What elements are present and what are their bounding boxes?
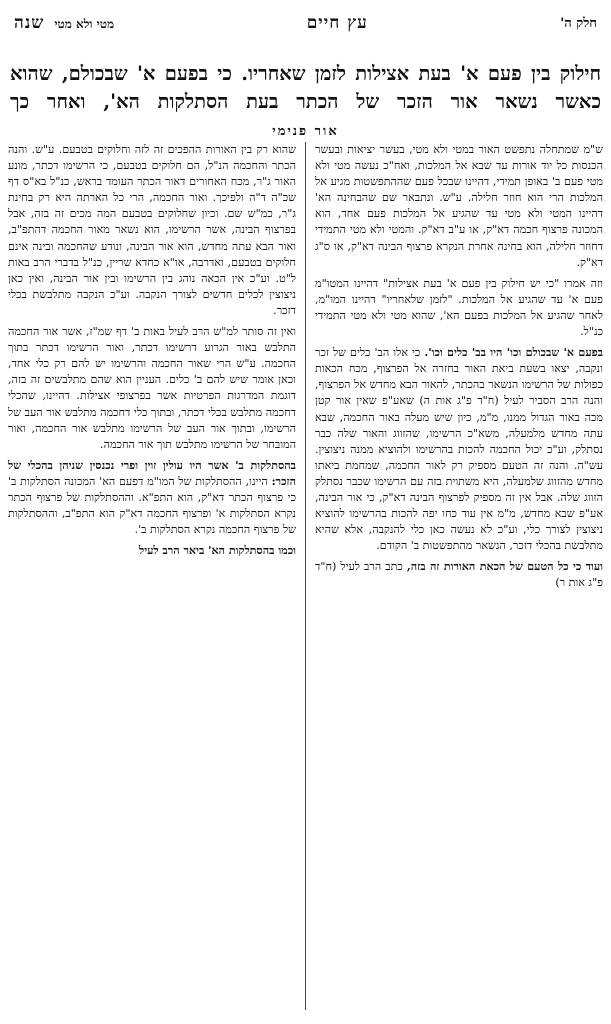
paragraph xyxy=(315,345,603,554)
topic-group xyxy=(14,13,114,33)
volume-label: חלק ה' xyxy=(560,16,597,31)
paragraph xyxy=(8,142,296,319)
paragraph-text: היינו, ההסתלקות של המו"מ דפעם הא' המכונה הסתלקות ב' כי פרצוף הכתר דא"ק, הוא התפ"א. וההסתלקות של פרצוף הכתר נקרא הסתלקות א' ופרצוף החכמה דא"ק הוא התפ"ב, וההסתלקות של פרצוף החכמה נקרא הסתלקות ב'. xyxy=(8,474,296,537)
right-column xyxy=(315,142,603,597)
section-name: שנה xyxy=(14,13,45,33)
running-header xyxy=(14,10,597,36)
commentary-title: אור פנימי xyxy=(272,124,339,139)
main-text-headline: חילוק בין פעם א' בעת אצילות לזמן שאחריו. כי בפעם א' שבכולם, שהוא כאשר נשאר אור הזכר של הכתר בעת הסתלקות הא', ואחר כך xyxy=(10,62,601,113)
paragraph-lead: בפעם א' שבכולם וכו' היו בב' כלים וכו'. xyxy=(424,346,603,360)
paragraph-text: שהוא רק בין האורות ההפכים זה לזה וחלוקים בטבעם. ע"ש. והנה הכתר והחכמה הנ"ל, הם חלוקים בטבעם, כי הרשימו דכתר, מונע האור ג"ר, מכח האחורים דאור הכתר העומד בראש, כנ"ל בא"ס דף שכ"ה ד"ה ולפיכך. ואור החכמה, הרי כל הארתה היא רק בחינת ג"ר, כמ"ש שם. וכיון שחלוקים בטבעם המה מכים זה בזה, אבל בפרצוף הבינה, אשר הרשימו, הוא נשאר מאור החכמה דהתפ"ב, ואור הבא עתה מחדש, הוא אור הבינה, ונודע שהחכמה ובינה אינם חלוקים בטבעם, ואדרבה, או"א כחדא שריין, כנ"ל בדברי הרב באות ל"ט. וע"כ אין הכאה נוהג בין הרשימו ובין אור הבינה, ואין כאן ניצוצין לכלים חדשים לצורך הנקבה. וע"כ הנקבה מתלבשת בכלי דזכר. xyxy=(8,143,296,317)
topic-label: מטי ולא מטי xyxy=(54,17,115,31)
paragraph-text: וזה אמרו "כי יש חילוק בין פעם א' בעת אצילות" דהיינו המטו"מ פעם א' עד שהגיע אל המלכות. "לזמן שלאחריו" דהיינו המו"מ, לאחר שהגיע אל המלכות בפעם הא', שהוא מטי ולא מטי התמידי כנ"ל. xyxy=(315,276,603,339)
paragraph-text: ואין זה סותר למ"ש הרב לעיל באות ב' דף שמ"ז, אשר אור החכמה התלבש באור הגרוע דרשימו דכתר, ואור הרשימו דכתר בתוך החכמה. ע"ש הרי שאור החכמה והרשימו יש להם רק כלי אחד, וכאן אומר שיש להם ב' כלים. העניין הוא שהם מתלבשים זה בזה, דוגמת המדרגות הפרטיות אשר בפרצופי אצילות. דהיינו, שהכלי דחכמה מתלבש בכלי דכתר, ובתוך כלי דחכמה מתלבש אור העב של הרשימו, ובתוך אור העב של הרשימו מתלבש אור החכמה, ואור המובחר של הרשימו מתלבש תוך אור החכמה. xyxy=(8,325,296,451)
left-column xyxy=(8,142,296,564)
paragraph xyxy=(315,559,603,591)
paragraph-text: כתב הרב לעיל (ח"ד פ"ג אות ר) xyxy=(315,560,603,590)
paragraph xyxy=(8,543,296,559)
paragraph-lead: ועוד כי כל הטעם של הכאת האורות זה בזה, xyxy=(406,560,603,574)
column-divider xyxy=(305,142,306,1010)
paragraph-text: ש"מ שמתחלה נתפשט האור במטי ולא מטי, בעשר יציאות ובעשר הכנסות כל יוד אורות עד שבא אל המלכות, ואח"כ נעשה מטי ולא מטי פעם ב' באופן תמידי, דהיינו שבכל פעם שההתפשטות מגיע אל המלכות הרי הוא חוזר חלילה. ע"ש. ונתבאר שם שהבחינה הא' דהיינו המטי ולא מטי עד שהגיע אל המלכות פעם אחד, הוא המכונה פרצוף חכמה דא"ק, או ע"ב דא"ק. והמטי ולא מטי התמידי דחוזר חלילה, הוא בחינה אחרת הנקרא פרצוף הבינה דא"ק, או ס"ג דא"ק. xyxy=(315,143,603,269)
paragraph xyxy=(8,458,296,538)
paragraph xyxy=(8,324,296,453)
paragraph-lead: בהסתלקות ב' אשר היו עולין זוין ופרי נכנסין שניהן בהכלי של הזכר: xyxy=(8,458,297,488)
paragraph xyxy=(315,276,603,340)
book-title: עץ חיים xyxy=(306,13,368,33)
paragraph xyxy=(315,142,603,271)
paragraph-text: כי אלו הב' כלים של זכר ונקבה, יצאו בשעת ביאת האור בחזרה אל הפרצוף, מכח הכאות כפולות של הרשימו הנשאר בהכתר, להאור הבא מחדש אל הפרצוף, והנה הרב הסביר לעיל (ח"ד פ"ג אות ה) שאע"פ שאין אור קטן מכה באור הגדול ממנו, מ"מ, כיון שיש מעלה באור החכמה, שבא עתה מחדש מלמעלה, משא"כ הרשימו, שהזווג והאור שלה כבר נסתלק, וע"כ יכול החכמה להכות בהרשימו ולהוציא ממנה ניצוצין. עש"ה. והנה זה הטעם מספיק רק לאור החכמה, שמחמת ביאתו מחדש מהזווג שלמעלה, היא משתוית בזה עם הרשימו שכבר נסתלק הזווג שלה. אבל אין זה מספיק לפרצוף הבינה דא"ק, כי אור הבינה, אע"פ שבא מחדש, מ"מ אין עוד כחו יפה להכות בהרשימו להוציא ניצוצין לצורך כלי, וע"כ לא נעשה כאן כלי להנקבה, אלא שהיא מתלבשת בהכלי דזכר, הנשאר מהתפשטות ב' הקודם. xyxy=(315,346,603,553)
paragraph-lead: וכמו בהסתלקות הא' ביאר הרב לעיל xyxy=(139,544,296,558)
